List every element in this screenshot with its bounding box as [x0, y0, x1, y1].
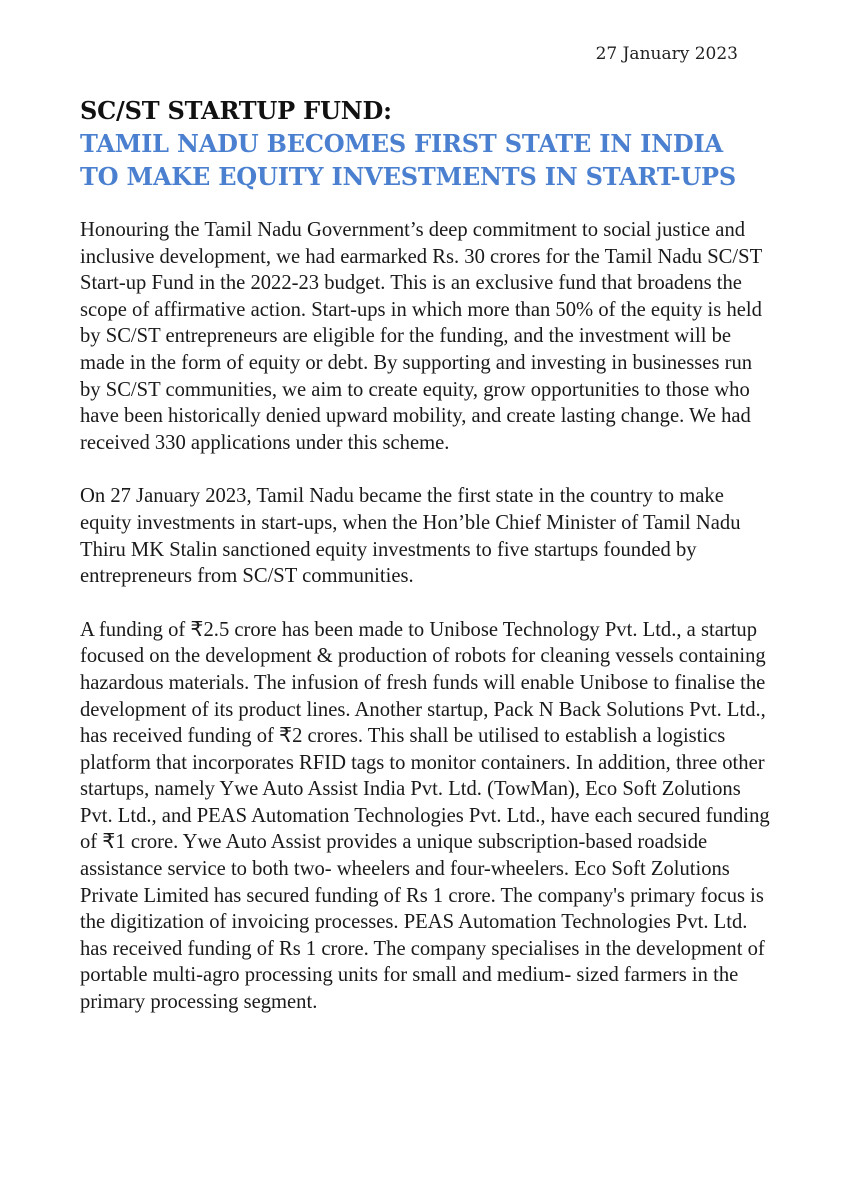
subtitle-line-2: TO MAKE EQUITY INVESTMENTS IN START-UPS — [80, 162, 737, 191]
paragraph-intro: Honouring the Tamil Nadu Government’s deep commitment to social justice and inclusive development, we had earmarked Rs. 30 crores for the Tamil Nadu SC/ST Start-up Fund in the 2022-23 budget. This is an exclusive fund that broadens the scope of affirmative action. Start-ups in which more than 50% of the equity is held by SC/ST entrepreneurs are eligible for the funding, and the investment will be made in the form of equity or debt. By supporting and investing in businesses run by SC/ST communities, we aim to create equity, grow opportunities to those who have been historically denied upward mobility, and create lasting change. We had received 330 applications under this scheme. — [80, 219, 762, 454]
document-title — [80, 94, 736, 193]
paragraph-announcement: On 27 January 2023, Tamil Nadu became the first state in the country to make equity investments in start-ups, when the Hon’ble Chief Minister of Tamil Nadu Thiru MK Stalin sanctioned equity investments to five startups founded by entrepreneurs from SC/ST communities. — [80, 485, 741, 588]
paragraph-funding-details: A funding of ₹2.5 crore has been made to Unibose Technology Pvt. Ltd., a startup focused on the development & production of robots for cleaning vessels containing hazardous materials. The infusion of fresh funds will enable Unibose to finalise the development of its product lines. Another startup, Pack N Back Solutions Pvt. Ltd., has received funding of ₹2 crores. This shall be utilised to establish a logistics platform that incorporates RFID tags to monitor containers. In addition, three other startups, namely Ywe Auto Assist India Pvt. Ltd. (TowMan), Eco Soft Zolutions Pvt. Ltd., and PEAS Automation Technologies Pvt. Ltd., have each secured funding of ₹1 crore. Ywe Auto Assist provides a unique subscription-based roadside assistance service to both two- wheelers and four-wheelers. Eco Soft Zolutions Private Limited has secured funding of Rs 1 crore. The company's primary focus is the digitization of invoicing processes. PEAS Automation Technologies Pvt. Ltd. has received funding of Rs 1 crore. The company specialises in the development of portable multi-agro processing units for small and medium- sized farmers in the primary processing segment. — [80, 618, 770, 1014]
document-date: 27 January 2023 — [595, 44, 738, 64]
document-page — [80, 0, 800, 1200]
subtitle-line-1: TAMIL NADU BECOMES FIRST STATE IN INDIA — [80, 129, 723, 158]
document-body — [80, 217, 770, 1043]
title-line-1: SC/ST STARTUP FUND: — [80, 96, 392, 125]
